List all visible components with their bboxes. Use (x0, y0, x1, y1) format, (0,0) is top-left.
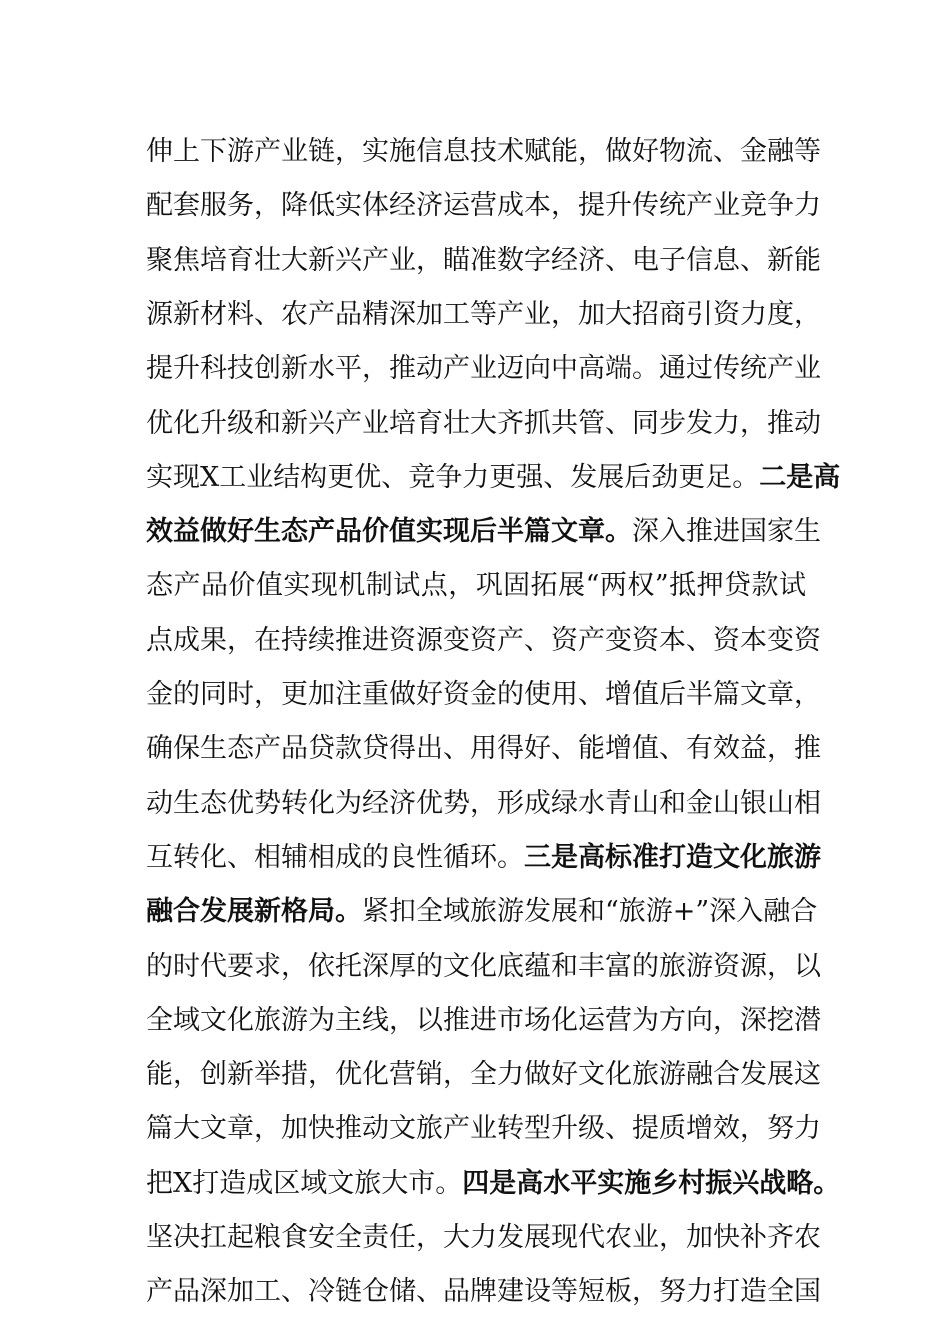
body-text-run: 优化升级和新兴产业培育壮大齐抓共管、同步发力，推动 (146, 407, 821, 439)
body-text-run: 伸上下游产业链，实施信息技术赋能，做好物流、金融等 (146, 136, 821, 167)
body-text-run: 源新材料、农产品精深加工等产业，加大招商引资力度， (146, 298, 821, 330)
text-line (146, 566, 806, 606)
text-line (146, 947, 821, 987)
body-text-run: 产品深加工、冷链仓储、品牌建设等短板，努力打造全国 (146, 1276, 821, 1308)
text-line (146, 838, 821, 878)
body-text-run: 坚决扛起粮食安全责任，大力发展现代农业，加快补齐农 (146, 1222, 821, 1253)
text-line (146, 1272, 821, 1312)
text-line (146, 458, 841, 498)
text-line (146, 1109, 821, 1149)
body-text-run: 篇大文章，加快推动文旅产业转型升级、提质增效，努力 (146, 1113, 821, 1145)
body-text-run: 把X打造成区域文旅大市。 (146, 1167, 463, 1199)
bold-heading-text: 三是高标准打造文化旅游 (524, 841, 821, 873)
body-text-run: 实现X工业结构更优、竞争力更强、发展后劲更足。 (146, 461, 760, 493)
bold-heading-text: 四是高水平实施乡村振兴战略。 (462, 1167, 841, 1199)
text-line (146, 621, 821, 661)
text-line (146, 186, 821, 226)
bold-heading-text: 效益做好生态产品价值实现后半篇文章。 (146, 516, 632, 548)
text-line (146, 1218, 821, 1258)
text-line (146, 1055, 821, 1095)
body-text-run: 聚焦培育壮大新兴产业，瞄准数字经济、电子信息、新能 (146, 244, 821, 276)
body-text-run: 态产品价值实现机制试点，巩固拓展“两权”抵押贷款试 (146, 570, 806, 602)
bold-heading-text: 融合发展新格局。 (146, 896, 362, 928)
text-line (146, 512, 821, 552)
body-text-run: 的时代要求，依托深厚的文化底蕴和丰富的旅游资源，以 (146, 950, 821, 982)
body-text-run: 金的同时，更加注重做好资金的使用、增值后半篇文章， (146, 679, 821, 710)
text-line (146, 1001, 821, 1041)
body-text-run: 紧扣全域旅游发展和“旅游+”深入融合 (362, 896, 818, 928)
body-text-run: 深入推进国家生 (632, 516, 821, 548)
text-line (146, 729, 821, 769)
text-line (146, 132, 821, 172)
text-line (146, 404, 821, 444)
body-text-run: 配套服务，降低实体经济运营成本，提升传统产业竞争力 (146, 190, 821, 222)
body-text-run: 点成果，在持续推进资源变资产、资产变资本、资本变资 (146, 624, 821, 656)
body-text-run: 提升科技创新水平，推动产业迈向中高端。通过传统产业 (146, 353, 821, 385)
text-line (146, 1164, 841, 1204)
body-text-run: 全域文化旅游为主线，以推进市场化运营为方向，深挖潜 (146, 1004, 821, 1036)
text-line (146, 892, 818, 932)
body-text-run: 动生态优势转化为经济优势，形成绿水青山和金山银山相 (146, 787, 821, 819)
text-line (146, 241, 821, 281)
body-text-run: 互转化、相辅相成的良性循环。 (146, 841, 524, 873)
body-text-run: 能，创新举措，优化营销，全力做好文化旅游融合发展这 (146, 1059, 821, 1091)
text-line (146, 295, 821, 335)
body-text-run: 确保生态产品贷款贷得出、用得好、能增值、有效益，推 (146, 733, 821, 765)
text-line (146, 349, 821, 389)
text-line (146, 784, 821, 824)
bold-heading-text: 二是高 (759, 461, 841, 493)
text-line (146, 675, 821, 715)
